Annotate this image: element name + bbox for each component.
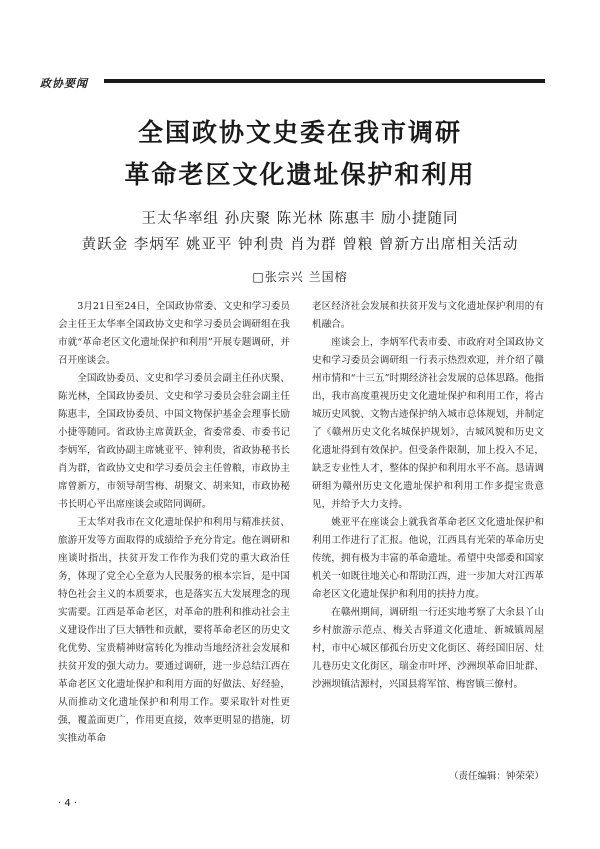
header-rule (104, 79, 545, 83)
participants-line-2: 黄跃金 李炳军 姚亚平 钟利贵 肖为群 曾粮 曾新方出席相关活动 (81, 237, 519, 253)
participants-line-1: 王太华率组 孙庆聚 陈光林 陈惠丰 励小捷随同 (141, 211, 459, 227)
paragraph: 王太华对我市在文化遗址保护和利用与精准扶贫、旅游开发等方面取得的成绩给予充分肯定。他在调研和座谈时指出，扶贫开发工作作为我们党的重大政治任务，体现了党全心全意为人民服务的根本宗旨，是中国特色社会主义的本质要求，也是落实五大发展理念的现实需要。江西是革命老区，对革命的胜利和推动社会主义建设作出了巨大牺牲和贡献，要将革命老区的历史文化优势、宝贵精神财富转化为推动当地经济社会发展和扶贫开发的强大动力。要通过调研，进一步总结江西在革命老区文化遗址保护和利用方面的好做法、好经验，从而推动文化遗址保护和利用工作。要采取针对性更强，覆盖面更广，作用更直接，效率更明显的措施，切实推动革命 (58, 517, 290, 744)
title-line-1: 全国政协文史委在我市调研 (137, 118, 462, 147)
title-line-2: 革命老区文化遗址保护和利用 (124, 160, 476, 189)
section-label: 政协要闻 (40, 77, 88, 90)
page-number: · 4 · (58, 798, 78, 809)
authors-byline: □张宗兴 兰国榕 (252, 270, 348, 284)
body-column-right (312, 298, 544, 694)
paragraph: 在赣州期间，调研组一行还实地考察了大余县丫山乡村旅游示范点、梅关古驿道文化遗址、新城镇周屋村，市中心城区郁孤台历史文化街区、蒋经国旧居、灶儿巷历史文化街区，瑞金市叶坪、沙洲坝革命旧址群、沙洲坝镇洁源村，兴国县将军馆、梅窖镇三僚村。 (312, 607, 544, 690)
paragraph: 3月21日至24日，全国政协常委、文史和学习委员会主任王太华率全国政协文史和学习委员会调研组在我市就“革命老区文化遗址保护和利用”开展专题调研，并召开座谈会。 (58, 301, 290, 366)
paragraph: 全国政协委员、文史和学习委员会副主任孙庆聚、陈光林，全国政协委员、文史和学习委员会驻会副主任陈惠丰，全国政协委员、中国文物保护基金会理事长励小捷等随同。省政协主席黄跃金，省委常委、市委书记李炳军，省政协副主席姚亚平、钟利贵，省政协秘书长肖为群，省政协文史和学习委员会主任曾粮，市政协主席曾新方，市领导胡雪梅、胡聚文、胡来知，市政协秘书长明心平出席座谈会或陪同调研。 (58, 373, 290, 510)
body-column-left (58, 298, 290, 748)
paragraph: 姚亚平在座谈会上就我省革命老区文化遗址保护和利用工作进行了汇报。他说，江西具有光荣的革命历史传统，拥有极为丰富的革命遗址。希望中央部委和国家机关一如既往地关心和帮助江西，进一步加大对江西革命老区文化遗址保护和利用的扶持力度。 (312, 517, 544, 600)
paragraph-continuation: 老区经济社会发展和扶贫开发与文化遗址保护利用的有机融合。 (312, 301, 544, 330)
participants (40, 206, 560, 258)
paragraph: 座谈会上，李炳军代表市委、市政府对全国政协文史和学习委员会调研组一行表示热烈欢迎，并介绍了赣州市情和“十三五”时期经济社会发展的总体思路。他指出，我市高度重视历史文化遗址保护和利用工作，将古城历史风貌、文物古迹保护纳入城市总体规划，并制定了《赣州历史文化名城保护规划》，古城风貌和历史文化遗址得到有效保护。但受条件限制，加上投入不足，缺乏专业性人才，整体的保护和利用水平不高。恳请调研组为赣州历史文化遗址保护和利用工作多提宝贵意见，并给予大力支持。 (312, 337, 544, 510)
article-title (40, 112, 560, 196)
section-header (40, 74, 545, 90)
editor-credit: （责任编辑：钟荣荣） (448, 771, 544, 782)
